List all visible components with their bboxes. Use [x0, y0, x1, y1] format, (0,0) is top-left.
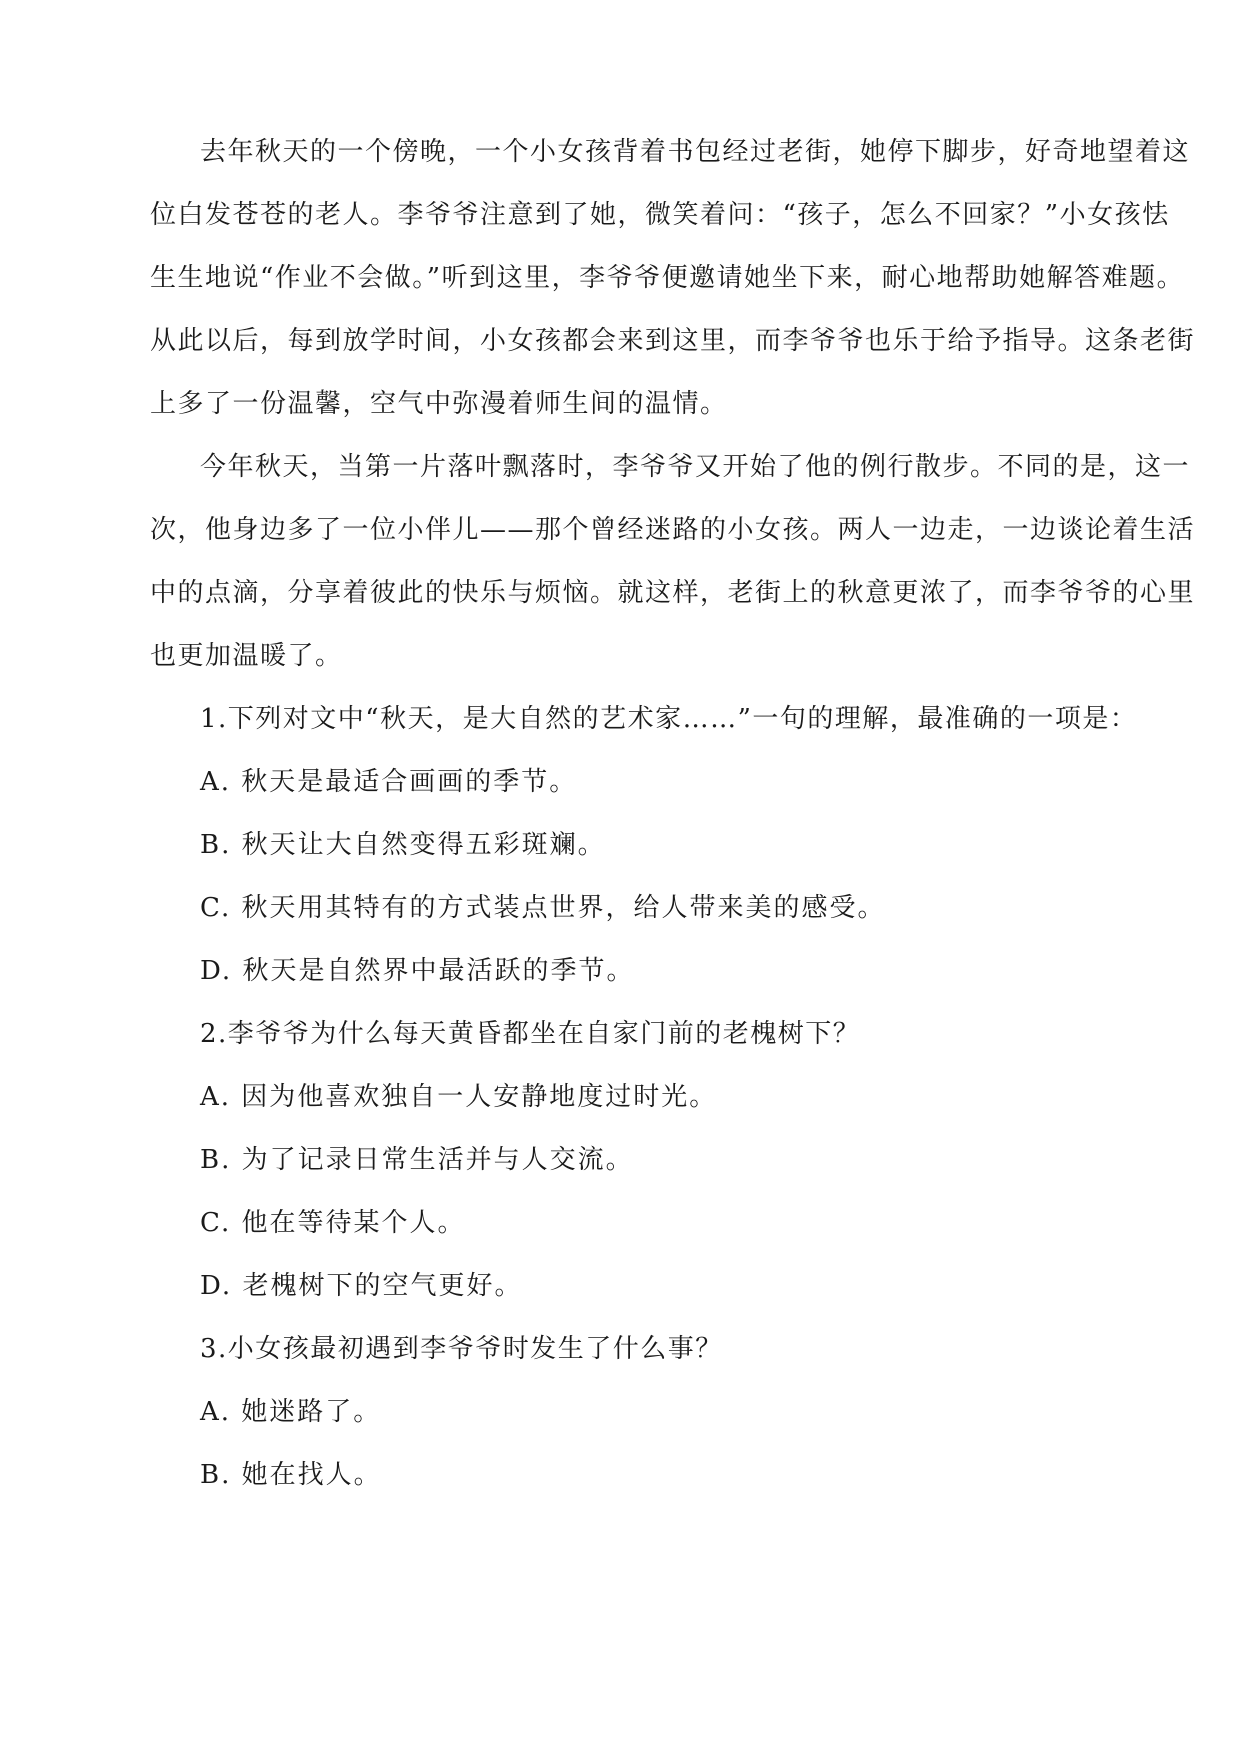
paragraph-line: 从此以后，每到放学时间，小女孩都会来到这里，而李爷爷也乐于给予指导。这条老街 [150, 326, 1196, 356]
answer-option: A. 她迷路了。 [200, 1397, 382, 1427]
answer-option: D. 秋天是自然界中最活跃的季节。 [200, 956, 635, 986]
question-stem: 3.小女孩最初遇到李爷爷时发生了什么事？ [200, 1334, 723, 1364]
answer-option: A. 因为他喜欢独自一人安静地度过时光。 [200, 1082, 718, 1112]
answer-option: D. 老槐树下的空气更好。 [200, 1271, 523, 1301]
question-stem: 1.下列对文中“秋天，是大自然的艺术家……”一句的理解，最准确的一项是： [200, 704, 1138, 734]
paragraph-line: 上多了一份温馨，空气中弥漫着师生间的温情。 [150, 389, 728, 419]
paragraph-line: 去年秋天的一个傍晚，一个小女孩背着书包经过老街，她停下脚步，好奇地望着这 [200, 137, 1191, 167]
paragraph-line: 次，他身边多了一位小伴儿——那个曾经迷路的小女孩。两人一边走，一边谈论着生活 [150, 515, 1196, 545]
answer-option: B. 为了记录日常生活并与人交流。 [200, 1145, 634, 1175]
answer-option: C. 秋天用其特有的方式装点世界，给人带来美的感受。 [200, 893, 886, 923]
paragraph-line: 位白发苍苍的老人。李爷爷注意到了她，微笑着问：“孩子，怎么不回家？”小女孩怯 [150, 200, 1170, 230]
question-stem: 2.李爷爷为什么每天黄昏都坐在自家门前的老槐树下？ [200, 1019, 861, 1049]
answer-option: B. 她在找人。 [200, 1460, 382, 1490]
paragraph-line: 也更加温暖了。 [150, 641, 343, 671]
answer-option: A. 秋天是最适合画画的季节。 [200, 767, 578, 797]
paragraph-line: 今年秋天，当第一片落叶飘落时，李爷爷又开始了他的例行散步。不同的是，这一 [200, 452, 1191, 482]
paragraph-line: 中的点滴，分享着彼此的快乐与烦恼。就这样，老街上的秋意更浓了，而李爷爷的心里 [150, 578, 1196, 608]
paragraph-line: 生生地说“作业不会做。”听到这里，李爷爷便邀请她坐下来，耐心地帮助她解答难题。 [150, 263, 1185, 293]
answer-option: C. 他在等待某个人。 [200, 1208, 466, 1238]
answer-option: B. 秋天让大自然变得五彩斑斓。 [200, 830, 606, 860]
